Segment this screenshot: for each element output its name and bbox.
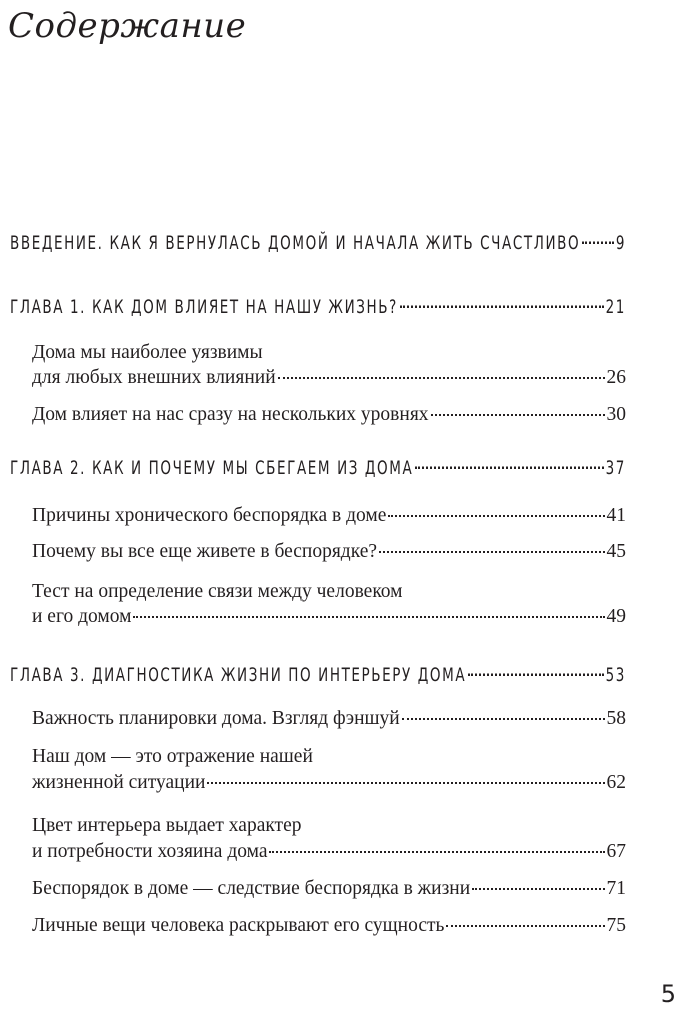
toc-section-3-5[interactable] xyxy=(32,915,626,937)
dot-leader xyxy=(415,465,603,469)
dot-leader xyxy=(431,413,605,416)
toc-entry-line: Тест на определение связи между человеком xyxy=(32,581,403,602)
toc-entry-text: Важность планировки дома. Взгляд фэншуй xyxy=(32,708,400,729)
toc-page: 58 xyxy=(606,708,626,729)
page-title: Содержание xyxy=(8,6,247,46)
toc-page: 9 xyxy=(615,231,626,254)
toc-entry-text: Дом влияет на нас сразу на нескольких уровнях xyxy=(32,404,429,425)
toc-entry-text: жизненной ситуации xyxy=(32,772,206,793)
toc-chapter-1[interactable] xyxy=(10,296,626,319)
toc-page: 26 xyxy=(606,367,626,388)
toc-chapter-3[interactable] xyxy=(10,664,626,687)
toc-entry-text: ВВЕДЕНИЕ. КАК Я ВЕРНУЛАСЬ ДОМОЙ И НАЧАЛА ЖИТЬ СЧАСТЛИВО xyxy=(10,231,581,254)
toc-entry-text: ГЛАВА 1. КАК ДОМ ВЛИЯЕТ НА НАШУ ЖИЗНЬ? xyxy=(10,295,398,318)
toc-entry-text: ГЛАВА 2. КАК И ПОЧЕМУ МЫ СБЕГАЕМ ИЗ ДОМА xyxy=(10,456,414,479)
dot-leader xyxy=(133,615,604,618)
toc-entry-line: Цвет интерьера выдает характер xyxy=(32,815,302,836)
toc-entry-text: Причины хронического беспорядка в доме xyxy=(32,505,387,526)
toc-page: 62 xyxy=(606,772,626,793)
toc-entry-text: ГЛАВА 3. ДИАГНОСТИКА ЖИЗНИ ПО ИНТЕРЬЕРУ ДОМА xyxy=(10,663,467,686)
toc-entry-text: Почему вы все еще живете в беспорядке? xyxy=(32,541,378,562)
dot-leader xyxy=(278,376,605,379)
toc-entry-text: для любых внешних влияний xyxy=(32,367,276,388)
dot-leader xyxy=(472,887,604,890)
dot-leader xyxy=(207,781,604,784)
dot-leader xyxy=(400,304,604,308)
toc-entry-text: и потребности хозяина дома xyxy=(32,841,268,862)
toc-section-2-2[interactable] xyxy=(32,541,626,563)
dot-leader xyxy=(402,717,605,720)
toc-entry-text: Личные вещи человека раскрывают его сущность xyxy=(32,915,445,936)
toc-section-1-2[interactable] xyxy=(32,404,626,426)
toc-section-2-1[interactable] xyxy=(32,505,626,527)
toc-page: 75 xyxy=(606,915,626,936)
dot-leader xyxy=(446,924,604,927)
dot-leader xyxy=(468,672,603,676)
toc-entry-line: Дома мы наиболее уязвимы xyxy=(32,342,263,363)
dot-leader xyxy=(582,240,614,244)
toc-page: 53 xyxy=(605,663,626,686)
toc-section-1-1[interactable] xyxy=(32,367,626,389)
toc-page: 41 xyxy=(606,505,626,526)
toc-entry-text: и его домом xyxy=(32,606,132,627)
toc-page: 30 xyxy=(606,404,626,425)
toc-chapter-2[interactable] xyxy=(10,457,626,480)
toc-page: 37 xyxy=(605,456,626,479)
toc-page: 71 xyxy=(606,878,626,899)
toc-entry-line: Наш дом — это отражение нашей xyxy=(32,746,313,767)
dot-leader xyxy=(269,850,604,853)
toc-section-3-4[interactable] xyxy=(32,878,626,900)
dot-leader xyxy=(388,514,604,517)
toc-section-3-3[interactable] xyxy=(32,841,626,863)
page-number: 5 xyxy=(660,980,676,1008)
dot-leader xyxy=(379,550,604,553)
toc-entry-text: Беспорядок в доме — следствие беспорядка в жизни xyxy=(32,878,471,899)
toc-section-3-1[interactable] xyxy=(32,708,626,730)
toc-page: 67 xyxy=(606,841,626,862)
toc-section-3-2[interactable] xyxy=(32,772,626,794)
toc-page: 49 xyxy=(606,606,626,627)
toc-page: 21 xyxy=(605,295,626,318)
toc-section-2-3[interactable] xyxy=(32,606,626,628)
toc-intro[interactable] xyxy=(10,232,626,255)
toc-page: 45 xyxy=(606,541,626,562)
